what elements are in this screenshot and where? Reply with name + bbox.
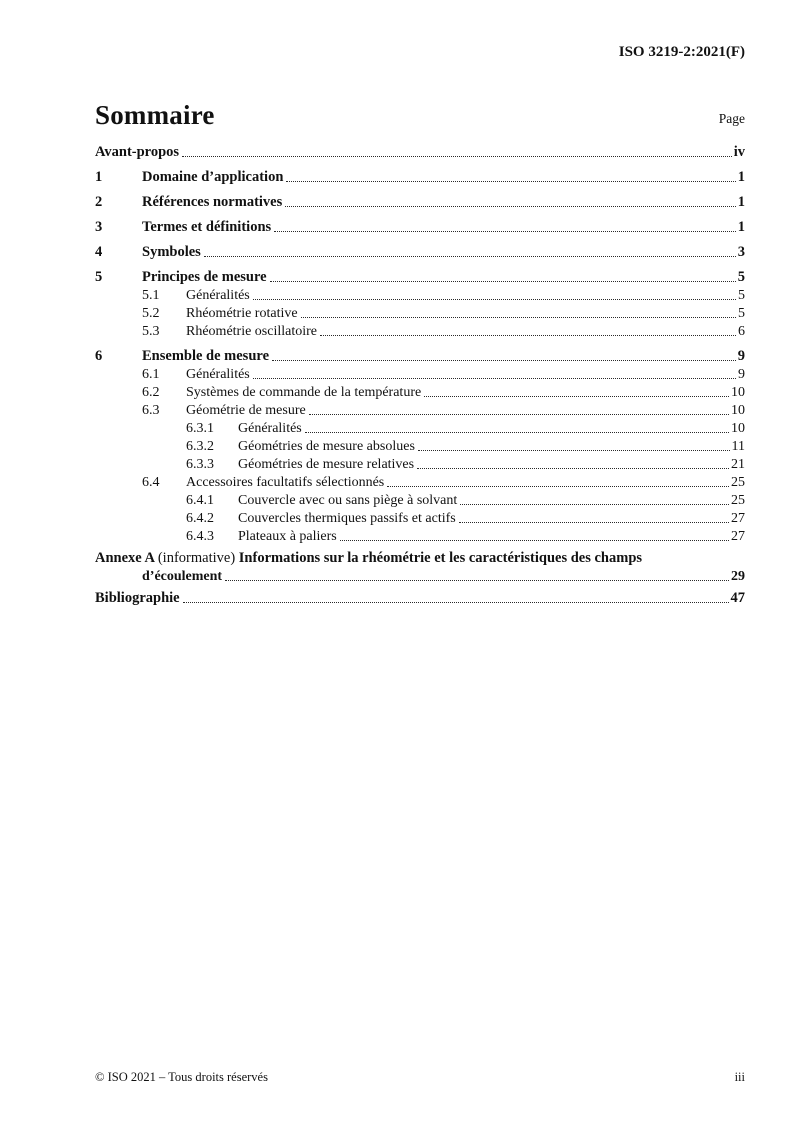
toc-entry-number: 6.4.2 [186,511,214,526]
toc-entry-label: Avant-propos [95,144,180,160]
toc-entry[interactable] [95,528,745,545]
copyright-notice: © ISO 2021 – Tous droits réservés [95,1070,268,1084]
toc-entry-page: 5 [738,288,745,303]
toc-entry[interactable] [95,402,745,419]
toc-entry-continuation[interactable] [95,568,745,585]
toc-entry-label: Géométries de mesure relatives [238,457,415,472]
toc-entry[interactable] [95,492,745,509]
toc-entry-page: 27 [731,511,745,526]
toc-entry-number: 6.3.2 [186,439,214,454]
toc-entry[interactable] [95,550,745,567]
toc-entry-label: Références normatives [142,194,283,210]
toc-entry-number: 5.1 [142,288,160,303]
toc-entry[interactable] [95,348,745,365]
toc-entry-label: Généralités [238,421,302,436]
toc-entry-number: 4 [95,244,103,260]
dot-leader [340,540,729,541]
toc-entry-number: 6.2 [142,385,160,400]
title-bar [95,100,745,130]
toc-entry-page: 47 [730,590,745,606]
toc-entry-number: 6.1 [142,367,160,382]
toc-entry[interactable] [95,287,745,304]
toc-entry-page: 27 [731,529,745,544]
dot-leader [320,335,736,336]
dot-leader [204,256,736,257]
dot-leader [417,468,729,469]
toc-entry-number: 3 [95,219,103,235]
toc-entry-label: Plateaux à paliers [238,529,337,544]
dot-leader [309,414,729,415]
toc-entry-label: d’écoulement [142,569,223,584]
toc-entry-page: 29 [731,569,745,584]
toc-entry-label: Généralités [186,288,250,303]
dot-leader [253,299,736,300]
toc-entry[interactable] [95,323,745,340]
toc-entry-number: 1 [95,169,103,185]
toc-entry-number: 6.3 [142,403,160,418]
toc-entry-page: 5 [737,269,745,285]
toc-entry-label: Couvercles thermiques passifs et actifs [238,511,456,526]
toc-entry[interactable] [95,194,745,211]
toc-entry-label: Domaine d’application [142,169,284,185]
page-title: Sommaire [95,100,215,130]
toc-entry-page: iv [733,144,745,160]
toc-entry-page: 25 [731,475,745,490]
page-column-label: Page [718,111,745,126]
dot-leader [286,181,735,182]
dot-leader [459,522,729,523]
toc-entry-page: 5 [738,306,745,321]
toc-entry-page: 9 [737,348,745,364]
dot-leader [183,602,729,603]
toc-entry-page: 11 [731,439,745,454]
toc-entry-number: 5 [95,269,103,285]
toc-entry-page: 1 [737,194,745,210]
toc-entry-number: 5.2 [142,306,160,321]
toc-entry-number: 6 [95,348,103,364]
toc-entry-page: 25 [731,493,745,508]
toc-entry-number: 2 [95,194,103,210]
toc-entry-label: Rhéométrie rotative [186,306,298,321]
toc-entry-number: 6.4.1 [186,493,214,508]
dot-leader [387,486,729,487]
folio-page-number: iii [734,1070,745,1084]
toc-entry[interactable] [95,219,745,236]
dot-leader [253,378,736,379]
toc-entry[interactable] [95,144,745,161]
dot-leader [418,450,730,451]
toc-entry-page: 10 [731,403,745,418]
dot-leader [182,156,732,157]
toc-entry-label: Généralités [186,367,250,382]
toc-entry-label: Couvercle avec ou sans piège à solvant [238,493,458,508]
toc-entry-number: 6.3.3 [186,457,214,472]
toc-entry[interactable] [95,169,745,186]
dot-leader [274,231,736,232]
dot-leader [424,396,729,397]
dot-leader [270,281,736,282]
toc [95,144,745,607]
toc-entry-number: 6.3.1 [186,421,214,436]
dot-leader [225,580,729,581]
toc-entry-page: 21 [731,457,745,472]
toc-entry[interactable] [95,510,745,527]
toc-entry[interactable] [95,438,745,455]
toc-entry[interactable] [95,305,745,322]
toc-entry-label: Géométries de mesure absolues [238,439,415,454]
toc-entry-page: 10 [731,385,745,400]
toc-entry[interactable] [95,244,745,261]
toc-entry[interactable] [95,366,745,383]
toc-entry-label: Accessoires facultatifs sélectionnés [186,475,385,490]
toc-entry-page: 9 [738,367,745,382]
toc-entry-page: 1 [737,219,745,235]
dot-leader [460,504,729,505]
toc-entry-label: Rhéométrie oscillatoire [186,324,318,339]
toc-entry[interactable] [95,456,745,473]
dot-leader [305,432,729,433]
toc-entry-number: 5.3 [142,324,160,339]
toc-entry-label: Principes de mesure [142,269,267,285]
dot-leader [272,360,736,361]
dot-leader [285,206,736,207]
toc-entry-label: Systèmes de commande de la température [186,385,422,400]
toc-entry-page: 10 [731,421,745,436]
page-footer [95,1070,745,1085]
toc-entry[interactable] [95,384,745,401]
toc-entry-page: 1 [737,169,745,185]
toc-entry-page: 3 [737,244,745,260]
toc-entry-label: Termes et définitions [142,219,272,235]
toc-entry-label: Ensemble de mesure [142,348,270,364]
toc-entry[interactable] [95,474,745,491]
toc-entry-label: Géométrie de mesure [186,403,306,418]
toc-entry[interactable] [95,590,745,607]
toc-entry-label: Annexe A (informative) Informations sur la rhéométrie et les caractéristiques des champs [95,550,643,566]
toc-entry-number: 6.4 [142,475,160,490]
document-reference: ISO 3219-2:2021(F) [618,44,745,60]
toc-entry-label: Bibliographie [95,590,180,606]
toc-entry[interactable] [95,420,745,437]
toc-entry-label: Symboles [142,244,201,260]
toc-entry-page: 6 [738,324,745,339]
toc-entry-number: 6.4.3 [186,529,214,544]
dot-leader [301,317,736,318]
toc-entry[interactable] [95,269,745,286]
